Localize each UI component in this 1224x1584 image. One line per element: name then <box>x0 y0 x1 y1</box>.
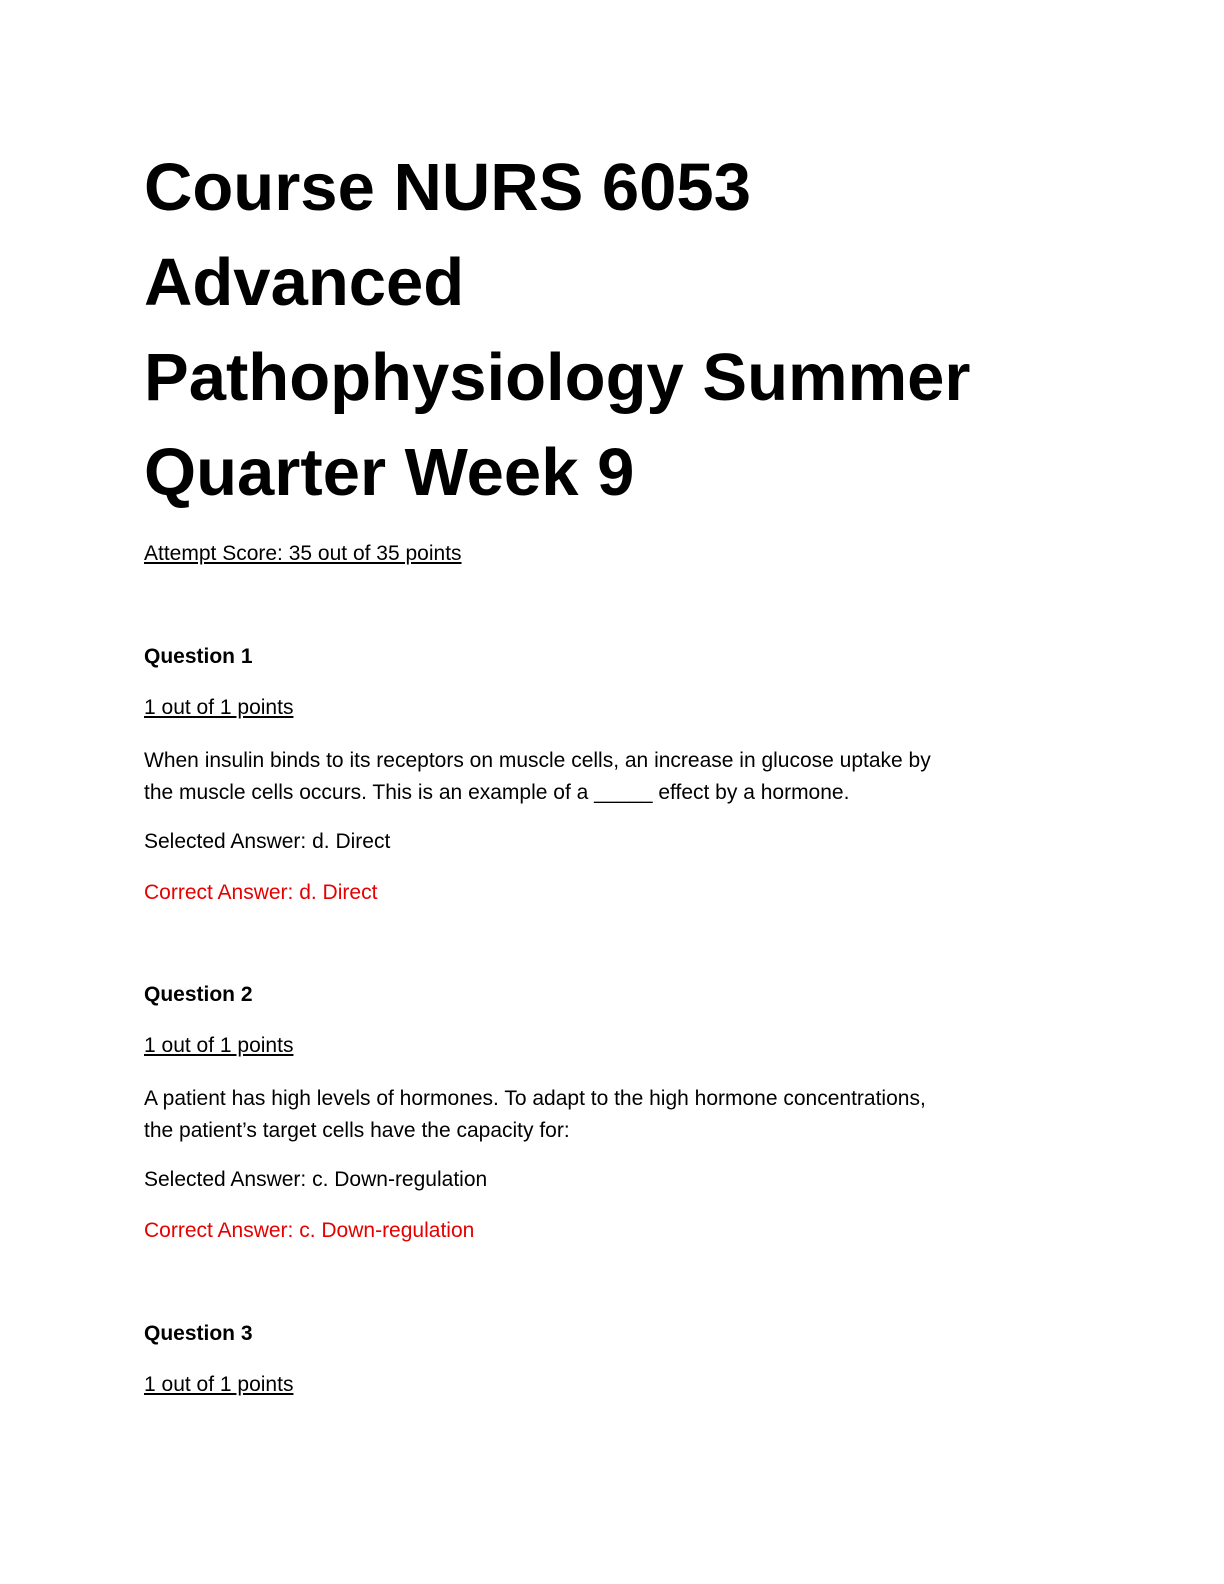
title-line: Course NURS 6053 <box>144 150 751 225</box>
question-points: 1 out of 1 points <box>144 1373 294 1396</box>
selected-answer: Selected Answer: d. Direct <box>144 830 391 853</box>
question-text-line: the patient’s target cells have the capacity for: <box>144 1119 570 1142</box>
question-text <box>144 745 1064 809</box>
question-heading: Question 3 <box>144 1322 253 1345</box>
question-points: 1 out of 1 points <box>144 1034 294 1057</box>
question-text-line: A patient has high levels of hormones. To adapt to the high hormone concentrations, <box>144 1087 926 1110</box>
title-line: Pathophysiology Summer <box>144 340 971 415</box>
correct-answer: Correct Answer: c. Down-regulation <box>144 1219 475 1242</box>
question-text-line: the muscle cells occurs. This is an example of a _____ effect by a hormone. <box>144 781 850 804</box>
question-heading: Question 2 <box>144 983 253 1006</box>
document-title <box>144 140 1084 520</box>
title-line: Advanced <box>144 245 465 320</box>
question-heading: Question 1 <box>144 645 253 668</box>
attempt-score: Attempt Score: 35 out of 35 points <box>144 542 462 565</box>
title-line: Quarter Week 9 <box>144 435 635 510</box>
question-points: 1 out of 1 points <box>144 696 294 719</box>
correct-answer: Correct Answer: d. Direct <box>144 881 378 904</box>
selected-answer: Selected Answer: c. Down-regulation <box>144 1168 488 1191</box>
question-text <box>144 1083 1064 1147</box>
question-text-line: When insulin binds to its receptors on muscle cells, an increase in glucose uptake by <box>144 749 931 772</box>
